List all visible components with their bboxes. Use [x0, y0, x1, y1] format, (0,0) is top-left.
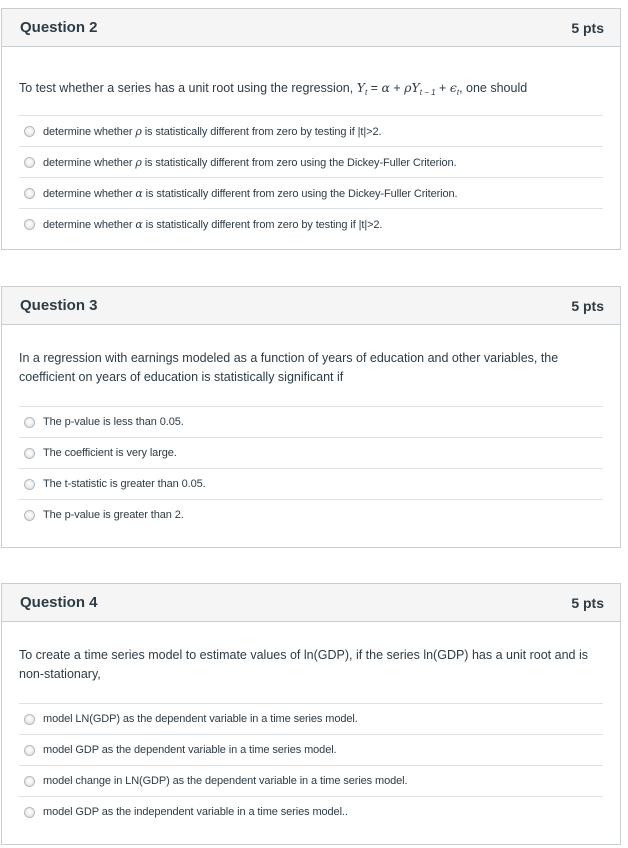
radio-button[interactable] [24, 807, 35, 818]
radio-button[interactable] [24, 417, 35, 428]
answer-label: model change in LN(GDP) as the dependent variable in a time series model. [43, 775, 408, 787]
answer-option[interactable] [19, 177, 603, 208]
radio-button[interactable] [24, 448, 35, 459]
answer-label: determine whether α is statistically different from zero by testing if |t|>2. [43, 217, 383, 231]
radio-button[interactable] [24, 745, 35, 756]
answer-label: determine whether α is statistically different from zero using the Dickey-Fuller Criterion. [43, 186, 458, 200]
answer-option[interactable] [19, 437, 603, 468]
answer-option[interactable] [19, 499, 603, 530]
answer-label: determine whether ρ is statistically different from zero using the Dickey-Fuller Criterion. [43, 155, 457, 169]
question-text: To create a time series model to estimate values of ln(GDP), if the series ln(GDP) has a unit root and is non-stationary, [19, 648, 588, 681]
question-points: 5 pts [571, 594, 604, 611]
radio-button[interactable] [24, 219, 35, 230]
answer-option[interactable] [19, 703, 603, 734]
question-points: 5 pts [571, 19, 604, 36]
answer-option[interactable] [19, 734, 603, 765]
question-header [2, 584, 620, 622]
answer-label: determine whether ρ is statistically different from zero by testing if |t|>2. [43, 124, 382, 138]
radio-button[interactable] [24, 188, 35, 199]
question-header [2, 9, 620, 47]
question-header [2, 287, 620, 325]
question-title: Question 4 [20, 594, 98, 611]
answer-label: model GDP as the dependent variable in a time series model. [43, 744, 337, 756]
question-text: To test whether a series has a unit root using the regression, $Y_t = \alpha + \rho Y_{t - 1} + \epsilon_t$, one should [19, 80, 528, 97]
question-2-card [1, 8, 621, 250]
answer-option[interactable] [19, 115, 603, 146]
radio-button[interactable] [24, 510, 35, 521]
answer-option[interactable] [19, 468, 603, 499]
radio-button[interactable] [24, 157, 35, 168]
radio-button[interactable] [24, 126, 35, 137]
radio-button[interactable] [24, 776, 35, 787]
radio-button[interactable] [24, 714, 35, 725]
answer-list [19, 703, 603, 827]
question-title: Question 3 [20, 297, 98, 314]
answer-label: The t-statistic is greater than 0.05. [43, 478, 206, 490]
answer-option[interactable] [19, 796, 603, 827]
question-title: Question 2 [20, 19, 98, 36]
answer-label: The p-value is less than 0.05. [43, 416, 184, 428]
answer-label: The p-value is greater than 2. [43, 509, 184, 521]
answer-option[interactable] [19, 765, 603, 796]
question-3-card [1, 286, 621, 548]
answer-option[interactable] [19, 146, 603, 177]
answer-list [19, 115, 603, 239]
question-text: In a regression with earnings modeled as a function of years of education and other variables, the coefficient on years of education is statistically significant if [19, 351, 559, 384]
answer-option[interactable] [19, 208, 603, 239]
answer-label: model GDP as the independent variable in a time series model.. [43, 806, 348, 818]
answer-option[interactable] [19, 406, 603, 437]
answer-label: model LN(GDP) as the dependent variable in a time series model. [43, 713, 358, 725]
answer-list [19, 406, 603, 530]
question-4-card [1, 583, 621, 845]
question-points: 5 pts [571, 297, 604, 314]
answer-label: The coefficient is very large. [43, 447, 177, 459]
radio-button[interactable] [24, 479, 35, 490]
